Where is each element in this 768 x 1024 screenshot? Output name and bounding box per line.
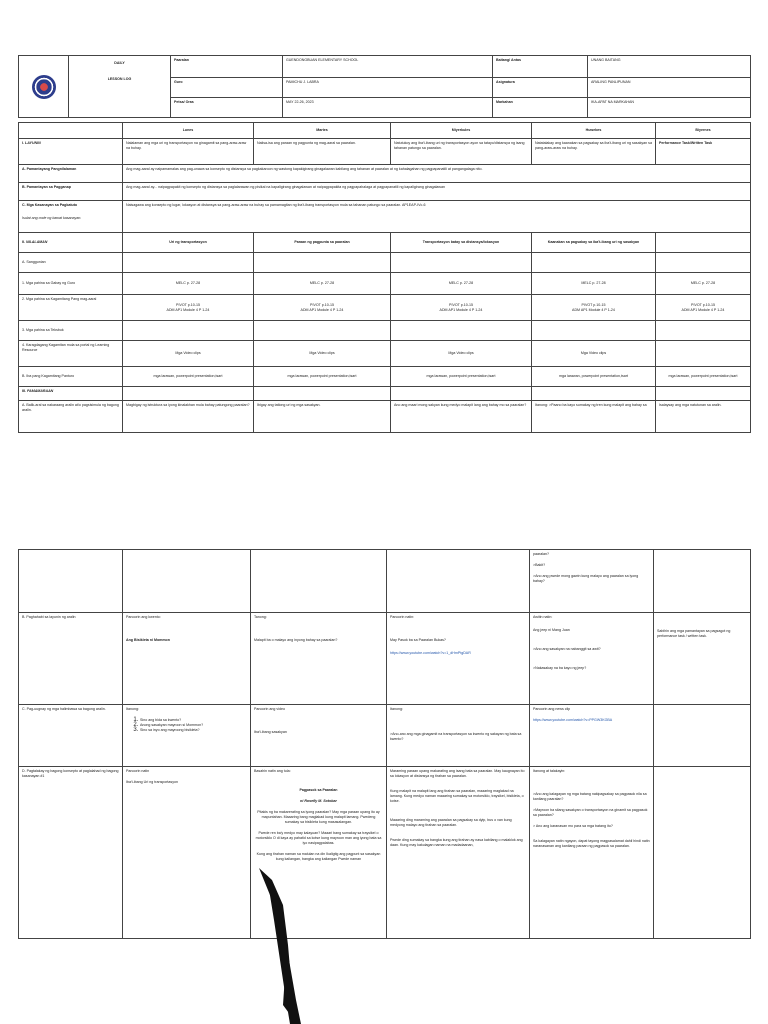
pamantayan-pag-label: B. Pamantayan sa Pagganap bbox=[19, 183, 123, 201]
pag-uugnay-row bbox=[19, 705, 751, 767]
iba-huwebes: mga larawan, powerpoint presentation,tsart bbox=[532, 367, 656, 387]
pamamaraan-label: III. PAMAMARAAN bbox=[19, 387, 123, 401]
paghahabi-label: B. Paghahabi sa layunin ng aralin bbox=[19, 613, 123, 705]
nilalaman-biyernes bbox=[656, 233, 751, 253]
text-line: Sa kalagayan natin ngayon, dapat tayong magpasalamat dahil hindi natin naranasanan ang kanilang paraan ng pagpasok sa paaralan. bbox=[533, 839, 650, 848]
layunin-row bbox=[19, 139, 751, 165]
karagdagang-row bbox=[19, 341, 751, 367]
text-line: Panoorin ang video bbox=[254, 707, 285, 711]
title-cell bbox=[69, 56, 171, 118]
day-martes: Martes bbox=[254, 123, 391, 139]
karagdagang-label: 4. Karagdagang Kagamitan mula sa portal ng Learning Resource bbox=[19, 341, 123, 367]
text-line: Itanong at talakayin: bbox=[533, 769, 566, 773]
teksbuk-row bbox=[19, 321, 751, 341]
paghahabi-miyerkules bbox=[387, 613, 530, 705]
iba-martes: mga larawan, powerpoint presentation,tsart bbox=[254, 367, 391, 387]
title-line1: DAILY bbox=[114, 61, 125, 65]
balik-label: A. Balik-aral sa nakaraang aralin at/o pagsisimula ng bagong aralin. bbox=[19, 401, 123, 433]
text-line: Panoorin ang news clip bbox=[533, 707, 571, 711]
sanggunian-row bbox=[19, 253, 751, 273]
cont-huwebes bbox=[530, 550, 654, 613]
nilalaman-row bbox=[19, 233, 751, 253]
poem-title: Pagpasok sa Paaralan bbox=[299, 788, 338, 792]
adm-ref: ADM AP1 Module 4 P 1-24 bbox=[166, 307, 210, 312]
day-lunes: Lunes bbox=[123, 123, 254, 139]
baitang-value: UNANG BAITANG bbox=[588, 56, 751, 78]
text-line: Maraming paraan upang makarating ang isang bata sa paaralan. May kaugnayan ito sa lokasyon at distansya ng tirahan sa paaralan. bbox=[390, 769, 525, 778]
question-list bbox=[126, 718, 247, 733]
day-huwebes: Huwebes bbox=[532, 123, 656, 139]
kasanayan-label-cell bbox=[19, 201, 123, 233]
adm-ref: ADM AP1 Module 4 P 1-24 bbox=[681, 307, 725, 312]
kagamitang-label: 2. Mga pahina sa Kagamitang Pang mag-aaral bbox=[19, 295, 123, 321]
kagamitang-huwebes bbox=[532, 295, 656, 321]
nilalaman-miyerkules: Transportasyon batay sa distansya/lokasyon bbox=[391, 233, 532, 253]
sanggunian-label: A. Sanggunian bbox=[19, 253, 123, 273]
pagtalakay-label: D. Pagtalakay ng bagong konsepto at paglalahad ng bagong kasanayan #1 bbox=[19, 767, 123, 939]
poem-stanza: Kung ang tirahan naman sa malulan na din Ikaligtig ang pagpunt sa sasakyan kung kailangan, bangka ang kailangan Pwede naman bbox=[256, 852, 381, 861]
guro-value: PAMICHU J. LABRA bbox=[283, 78, 493, 98]
balik-martes: Ibigay ang tatlong uri ng mga sasakyan. bbox=[254, 401, 391, 433]
pag-uugnay-lunes bbox=[123, 705, 251, 767]
text-line: Kung malapit na malapit lang ang tirahan sa paaralan, maaaring maglakad na lamang. Kung medyo naman maaaring sumakay sa motorsiklo, traysikel, bisikleta, o kotse. bbox=[390, 789, 524, 803]
balik-biyernes: Isalaysay ang mga natutunan sa aralin. bbox=[656, 401, 751, 433]
text-line: Ang jeep ni Mang Juan bbox=[533, 628, 570, 632]
poem-stanza: Pitakis ng ba makarerating sa iyong paaralan? May mga paraan upang ito ay mapuntahan. Maaaring bang maglakad kung malapit lamang. Pwedeng sumakay sa bisikleta kung masasalangan. bbox=[257, 810, 380, 824]
pagtalakay-row bbox=[19, 767, 751, 939]
paghahabi-row bbox=[19, 613, 751, 705]
text-line: >Ano ang sasakyan na nabanggit sa awit? bbox=[533, 647, 601, 651]
text-line: Sabihin ang mga pamantayan sa pagsagot ng performance task / written task. bbox=[657, 629, 731, 638]
layunin-lunes: Nalalaman ang mga uri ng transportasyon na ginagamit sa pang-araw-araw na buhay. bbox=[123, 139, 254, 165]
guro-label: Guro bbox=[171, 78, 283, 98]
continuation-row bbox=[19, 550, 751, 613]
poem-stanza: Pwede ren ba'y medyo may kalayuan? Maaari bang sumakay sa traysikel o motorsiklo O di kaya ay pahatid sa kotse kung mayroon man ang iyong bata sa iyo nasipagpalabas. bbox=[255, 831, 382, 845]
kasanayan-sub: Isulat ang code ng bawat kasanayan. bbox=[22, 216, 82, 220]
petsa-value: MAY 22-26, 2023 bbox=[283, 98, 493, 118]
pamantayan-pagganap-row bbox=[19, 183, 751, 201]
karagdagang-martes: Mga Video clips bbox=[254, 341, 391, 367]
pamantayan-pang-label: A. Pamantayang Pangnilalaman bbox=[19, 165, 123, 183]
paghahabi-lunes bbox=[123, 613, 251, 705]
nilalaman-martes: Paraan ng pagpunta sa paaralan bbox=[254, 233, 391, 253]
pamantayan-pangnilalaman-row bbox=[19, 165, 751, 183]
video-link[interactable]: https://www.youtube.com/watch?v=PPGW3KGBA bbox=[533, 718, 613, 722]
paghahabi-biyernes bbox=[654, 613, 751, 705]
text-line: May Pasok ba sa Paaralan Bukas? bbox=[390, 638, 446, 642]
balik-aral-row bbox=[19, 401, 751, 433]
layunin-martes: Naiisa-isa ang paraan ng pagpunta ng mag-aaral sa paaralan. bbox=[254, 139, 391, 165]
lesson-table-page1 bbox=[18, 122, 751, 433]
pagtalakay-lunes bbox=[123, 767, 251, 939]
corner-cell bbox=[19, 123, 123, 139]
iba-label: B. Iba pang Kagamitang Panturo bbox=[19, 367, 123, 387]
text-line: Maaaring ding maraming ang paaralan sa pagsakay sa dyip, bus o van kung medyong malayo ang tirahan sa paaralan. bbox=[390, 818, 512, 827]
baitang-label: Baitang/ Antas bbox=[493, 56, 588, 78]
iba-biyernes: mga larawan, powerpoint presentation,tsart bbox=[656, 367, 751, 387]
day-biyernes: Biyernes bbox=[656, 123, 751, 139]
text-line: Itanong: bbox=[126, 707, 139, 711]
text-line: Pwede ding sumakay sa bangka kung ang tirahan ay nasa kabilang o malaklok ang daan. Kung may kakulagan naman na madadaanan, bbox=[390, 838, 523, 847]
balik-huwebes: Itanong: >Paano ba kayo sumakay ng tren kung malapit ang bahay sa bbox=[532, 401, 656, 433]
pamamaraan-row bbox=[19, 387, 751, 401]
text-line: > Ano ang karanasan mo para sa mga batang ito? bbox=[533, 824, 613, 828]
kagamitang-miyerkules bbox=[391, 295, 532, 321]
iba-row bbox=[19, 367, 751, 387]
text-line: >Nakasakay na ba kayo ng jeep? bbox=[533, 666, 587, 670]
kagamitang-martes bbox=[254, 295, 391, 321]
adm-ref: ADM AP1 Module 4 P 1-24 bbox=[572, 307, 615, 312]
teksbuk-label: 3. Mga pahina sa Teksbuk bbox=[19, 321, 123, 341]
pivot-ref: PIVOT p.10-15 bbox=[449, 302, 473, 307]
paaralan-label: Paaralan bbox=[171, 56, 283, 78]
karagdagang-lunes: Mga Video clips bbox=[123, 341, 254, 367]
deped-seal-icon bbox=[32, 75, 56, 99]
text-line: Basahin natin ang tula: bbox=[254, 769, 291, 773]
pivot-ref: PIVOT p.10-15 bbox=[310, 302, 334, 307]
balik-lunes: Magbigay ng istruktura sa iyong kinalakhan mula bahay patungong paaralan? bbox=[123, 401, 254, 433]
pag-uugnay-biyernes bbox=[654, 705, 751, 767]
karagdagang-miyerkules: Mga Video clips bbox=[391, 341, 532, 367]
markahan-label: Markahan bbox=[493, 98, 588, 118]
pagtalakay-biyernes bbox=[654, 767, 751, 939]
layunin-biyernes: Performance Task/Written Task bbox=[656, 139, 751, 165]
text-line: >Ano-ano ang mga ginagamit na transportasyon sa kwento ng sakayan ng bata sa kwento? bbox=[390, 732, 522, 741]
pagtalakay-huwebes bbox=[530, 767, 654, 939]
petsa-label: Petsa/ Oras bbox=[171, 98, 283, 118]
balik-miyerkules: Ano ang maari mong sakyan kung medyo malapit lang ang bahay mo sa paaralan? bbox=[391, 401, 532, 433]
text-line: Awitin natin: bbox=[533, 615, 553, 619]
pag-uugnay-huwebes bbox=[530, 705, 654, 767]
title-line2: LESSON LOG bbox=[107, 77, 132, 81]
markahan-value: IKA-APAT NA MARKAHAN bbox=[588, 98, 751, 118]
kasanayan-label: C. Mga Kasanayan sa Pagkatuto bbox=[22, 203, 78, 207]
text-line: Iba't-ibang sasakyan bbox=[254, 730, 287, 734]
kasanayan-text: Naisagawa ang konsepto ng lugar, lokasyon at distansya sa pang-araw-araw na buhay sa pamamagitan ng iba't-ibang transportasyon mula sa tahanan patungo sa paaralan. AP1EAP-IVc-6 bbox=[123, 201, 751, 233]
header-table bbox=[18, 55, 751, 118]
kagamitang-lunes bbox=[123, 295, 254, 321]
paaralan-value: GUENDONGBUAN ELEMENTARY SCHOOL bbox=[283, 56, 493, 78]
gabay-row bbox=[19, 273, 751, 295]
paghahabi-martes bbox=[251, 613, 387, 705]
poem-author: ni Rosefly M. Sotobar bbox=[300, 799, 337, 803]
question-item: 2. Anong sasakyan mayroon si Mommon? bbox=[140, 723, 247, 728]
pag-uugnay-label: C. Pag-uugnay ng mga halimbawa sa bagong aralin. bbox=[19, 705, 123, 767]
gabay-label: 1. Mga pahina sa Gabay ng Guro bbox=[19, 273, 123, 295]
layunin-miyerkules: Natutukoy ang iba't-ibang uri ng transportasyon ayon sa tatayo/distansya ng isang tahanan patungo sa paaralan. bbox=[391, 139, 532, 165]
pagtalakay-martes bbox=[251, 767, 387, 939]
karagdagang-biyernes bbox=[656, 341, 751, 367]
pivot-ref: PIVOT p.10-15 bbox=[691, 302, 715, 307]
pagtalakay-miyerkules bbox=[387, 767, 530, 939]
pamantayan-pang-text: Ang mag-aaral ay naipamamalas ang pag-unawa sa konsepto ng distansya sa pagkakaroon ng wastong kapakigirang ginagalawan kabilang ang tahanan at paaralan at ng kahalagahan ng pagpapanatili at pangangalaga nito. bbox=[123, 165, 751, 183]
story-title: Ang Bisikleta ni Mommon bbox=[126, 638, 170, 642]
adm-ref: ADM AP1 Module 4 P 1-24 bbox=[300, 307, 344, 312]
nilalaman-label: II. NILALAMAN bbox=[19, 233, 123, 253]
kagamitang-row bbox=[19, 295, 751, 321]
nilalaman-huwebes: Kaanakan sa pagsakay sa iba't-ibang uri ng sasakyan bbox=[532, 233, 656, 253]
pivot-ref: PIVOT p.10-15 bbox=[176, 302, 200, 307]
pamantayan-pag-text: Ang mag-aaral ay... naipagpapakit ng konsepto ng distansya sa paglalarawan ng pisikal na kapaligirang ginagalawan at naipagpapakita ng pagpapahalaga at pagpapanatili ng kapaligirang ginagalawan bbox=[123, 183, 751, 201]
paghahabi-huwebes bbox=[530, 613, 654, 705]
layunin-label: I. LAYUNIN bbox=[19, 139, 123, 165]
text-line: Panoorin natin: bbox=[390, 615, 415, 619]
kagamitang-biyernes bbox=[656, 295, 751, 321]
text-line: Malapit ba o malayo ang inyong bahay sa paaralan? bbox=[254, 638, 338, 642]
days-row bbox=[19, 123, 751, 139]
cont-line: paaralan? bbox=[533, 552, 549, 556]
question-item: 1. Sino ang bida sa kwento? bbox=[140, 718, 247, 723]
text-line: Panoorin ang kwento: bbox=[126, 615, 161, 619]
layunin-huwebes: Natatalakay ang kaanakan sa pagsakay sa iba't-ibang uri ng sasakyan sa pang-araw-araw na buhay. bbox=[532, 139, 656, 165]
cont-line: >Bakit? bbox=[533, 563, 546, 567]
pivot-ref: PIVOT p.10-15 bbox=[581, 302, 606, 307]
gabay-biyernes: MELC p. 27-28 bbox=[656, 273, 751, 295]
question-item: 3. Sino sa inyo ang mayroong bisikleta? bbox=[140, 728, 247, 733]
iba-miyerkules: mga larawan, powerpoint presentation,tsart bbox=[391, 367, 532, 387]
pag-uugnay-miyerkules bbox=[387, 705, 530, 767]
text-line: >Ano ang kalagayan ng mga batang nakipagsakay sa pagpasok nila sa kanilang paaralan? bbox=[533, 792, 647, 801]
text-line: Panoorin natin bbox=[126, 769, 150, 773]
asignatura-label: Asignatura bbox=[493, 78, 588, 98]
text-line: Tanong: bbox=[254, 615, 267, 619]
adm-ref: ADM AP1 Module 4 P 1-24 bbox=[439, 307, 483, 312]
video-link[interactable]: https://www.youtube.com/watch?v=1_dHmPtgDAR bbox=[390, 651, 471, 655]
gabay-martes: MELC p. 27-28 bbox=[254, 273, 391, 295]
gabay-huwebes: MELC p. 27-28 bbox=[532, 273, 656, 295]
text-line: Iba't-ibang Uri ng transportasyon bbox=[126, 780, 179, 784]
karagdagang-huwebes: Mga Video clips bbox=[532, 341, 656, 367]
iba-lunes: mga larawan, powerpoint presentation,tsart bbox=[123, 367, 254, 387]
pag-uugnay-martes bbox=[251, 705, 387, 767]
nilalaman-lunes: Uri ng transportasyon bbox=[123, 233, 254, 253]
gabay-miyerkules: MELC p. 27-28 bbox=[391, 273, 532, 295]
gabay-lunes: MELC p. 27-28 bbox=[123, 273, 254, 295]
cont-line: >Ano ang pwede mong gawin kung malayo ang paaralan sa iyong bahay? bbox=[533, 574, 639, 583]
text-line: >Mayroon ba silang sasakyan o transportasyon na ginamit sa pagpasok sa paaralan? bbox=[533, 808, 648, 817]
logo-cell bbox=[19, 56, 69, 118]
asignatura-value: ARALING PANLIPUNAN bbox=[588, 78, 751, 98]
text-line: Itanong: bbox=[390, 707, 403, 711]
day-miyerkules: Miyerkules bbox=[391, 123, 532, 139]
kasanayan-row bbox=[19, 201, 751, 233]
lesson-table-page2 bbox=[18, 549, 751, 939]
